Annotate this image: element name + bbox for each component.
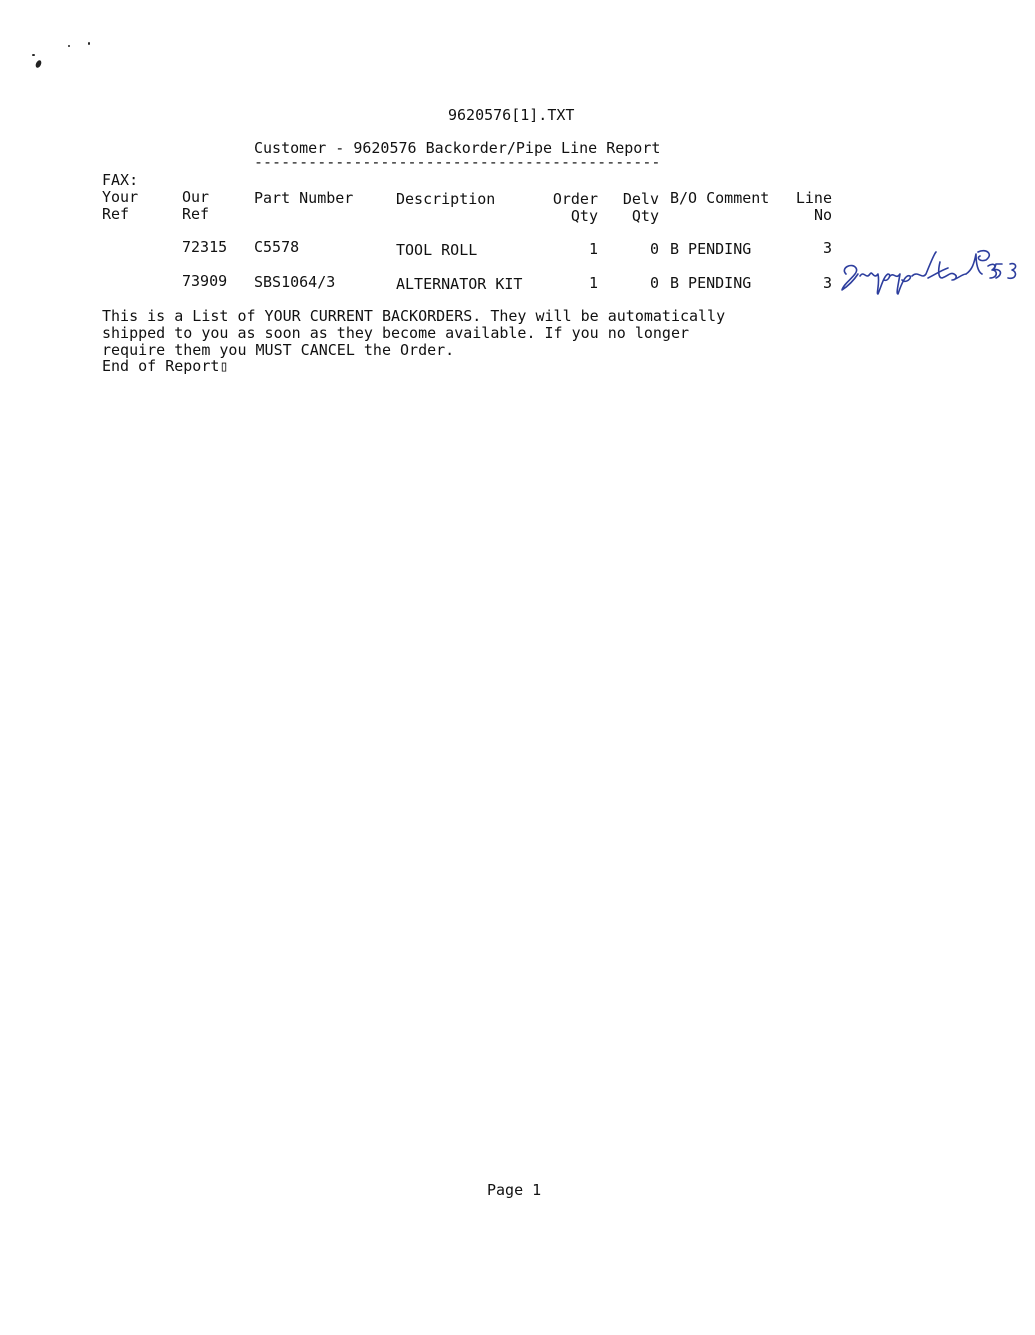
column-header-bo-comment: B/O Comment [670,189,770,207]
scan-speck [68,45,70,47]
table-row-1-delv-qty: 0 [649,240,659,258]
table-row-2-line-no: 3 [822,274,832,292]
scan-speck [32,54,35,56]
table-row-2-part-number: SBS1064/3 [254,273,336,291]
table-row-1-part-number: C5578 [254,238,300,256]
end-of-report: End of Report▯ [102,357,229,375]
handwritten-note-signature [838,240,1018,296]
file-title: 9620576[1].TXT [448,106,575,124]
table-row-2-order-qty: 1 [588,274,598,292]
table-row-1-bo-comment: B PENDING [670,240,752,258]
report-title: Customer - 9620576 Backorder/Pipe Line Report [254,139,661,157]
column-header-part-number: Part Number [254,189,354,207]
table-row-1-order-qty: 1 [588,240,598,258]
fax-label: FAX: [102,171,139,189]
report-title-underline: --------------------------------------------- [254,153,661,171]
column-header-your-ref-line1: Your [102,188,139,206]
notice-line-2: shipped to you as soon as they become available. If you no longer [102,324,689,342]
page-footer: Page 1 [487,1181,542,1199]
column-header-our-ref-line1: Our [182,188,210,206]
notice-line-3: require them you MUST CANCEL the Order. [102,341,455,359]
table-row-2-delv-qty: 0 [649,274,659,292]
column-header-description: Description [396,190,496,208]
table-row-2-our-ref: 73909 [182,272,228,290]
column-header-line-no-line2: No [813,206,832,224]
scan-speck [35,59,43,68]
column-header-your-ref-line2: Ref [102,205,130,223]
column-header-delv-qty-line1: Delv [622,190,659,208]
notice-line-1: This is a List of YOUR CURRENT BACKORDERS. They will be automatically [102,307,726,325]
table-row-2-description: ALTERNATOR KIT [396,275,523,293]
column-header-delv-qty-line2: Qty [631,207,659,225]
table-row-2-bo-comment: B PENDING [670,274,752,292]
column-header-line-no-line1: Line [795,189,832,207]
table-row-1-our-ref: 72315 [182,238,228,256]
table-row-1-line-no: 3 [822,239,832,257]
column-header-our-ref-line2: Ref [182,205,210,223]
table-row-1-description: TOOL ROLL [396,241,478,259]
scan-speck [88,42,90,45]
column-header-order-qty-line1: Order [552,190,598,208]
column-header-order-qty-line2: Qty [570,207,598,225]
